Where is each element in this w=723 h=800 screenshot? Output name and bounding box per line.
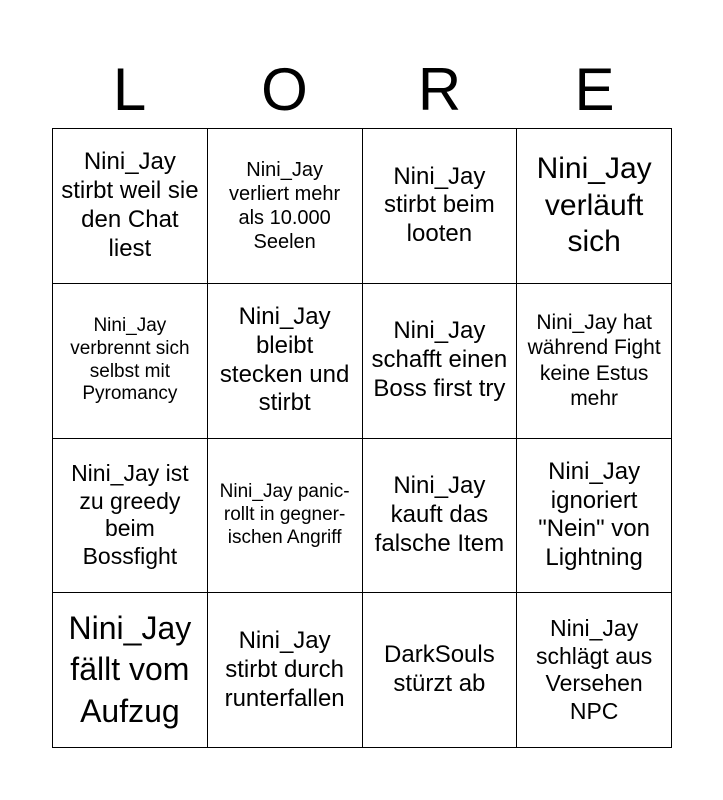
bingo-cell-label: DarkSouls stürzt ab [384, 641, 495, 698]
bingo-cell-label: Nini_Jay panic-rollt in gegner-ischen Angriff [219, 481, 350, 548]
bingo-cell-label: Nini_Jay ist zu greedy beim Bossfight [71, 460, 189, 569]
bingo-cell[interactable] [363, 129, 518, 284]
bingo-cell[interactable] [517, 593, 672, 748]
header-letter-o: O [261, 56, 308, 123]
bingo-cell-label: Nini_Jay verläuft sich [536, 151, 652, 259]
bingo-cell[interactable] [53, 439, 208, 594]
bingo-cell[interactable] [53, 129, 208, 284]
bingo-cell-label: Nini_Jay stirbt beim looten [384, 162, 495, 248]
bingo-cell[interactable] [208, 284, 363, 439]
bingo-cell-label: Nini_Jay fällt vom Aufzug [68, 609, 192, 729]
header-letter-r: R [417, 56, 462, 123]
bingo-cell[interactable] [53, 593, 208, 748]
bingo-cell-label: Nini_Jay ignoriert "Nein" von Lightning [538, 457, 650, 572]
bingo-cell[interactable] [363, 439, 518, 594]
bingo-cell[interactable] [208, 593, 363, 748]
bingo-cell[interactable] [363, 593, 518, 748]
bingo-cell-label: Nini_Jay kauft das falsche Item [374, 472, 505, 557]
bingo-cell-label: Nini_Jay schlägt aus Versehen NPC [535, 614, 653, 724]
bingo-cell-label: Nini_Jay verbrennt sich selbst mit Pyromancy [70, 315, 190, 405]
bingo-cell-label: Nini_Jay verliert mehr als 10.000 Seelen [229, 158, 341, 253]
bingo-cell-label: Nini_Jay schafft einen Boss first try [371, 317, 508, 403]
bingo-card-grid [52, 128, 672, 748]
header-letter-l: L [112, 56, 147, 123]
bingo-cell[interactable] [208, 129, 363, 284]
bingo-header [52, 52, 672, 128]
bingo-cell[interactable] [363, 284, 518, 439]
header-letter-e: E [574, 56, 615, 123]
bingo-cell-label: Nini_Jay stirbt durch runterfallen [224, 626, 345, 712]
bingo-cell[interactable] [517, 284, 672, 439]
bingo-cell-label: Nini_Jay hat während Fight keine Estus mehr [527, 311, 661, 410]
bingo-cell-label: Nini_Jay stirbt weil sie den Chat liest [61, 148, 199, 262]
bingo-cell-label: Nini_Jay bleibt stecken und stirbt [219, 303, 350, 417]
bingo-cell[interactable] [517, 129, 672, 284]
bingo-cell[interactable] [208, 439, 363, 594]
bingo-cell[interactable] [517, 439, 672, 594]
bingo-cell[interactable] [53, 284, 208, 439]
